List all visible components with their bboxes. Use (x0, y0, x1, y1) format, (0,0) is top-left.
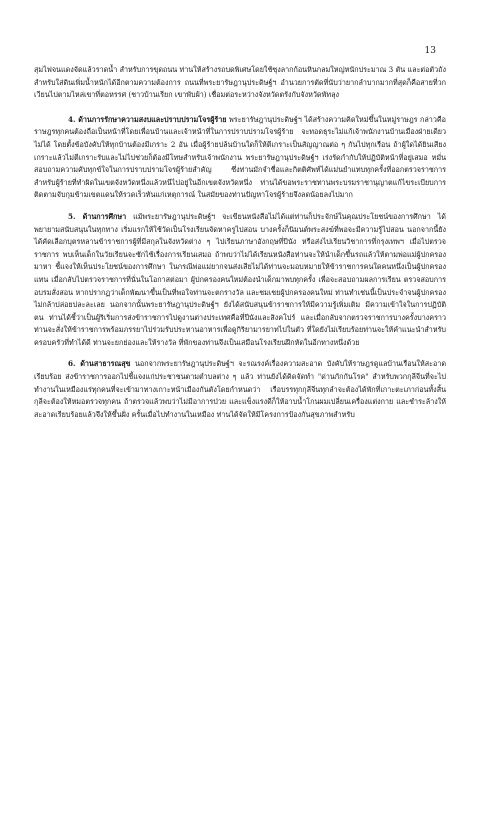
section-heading-public-health: 6. ด้านสาธารณสุข (68, 359, 131, 369)
paragraph-text: พระยารัษฎานุประดิษฐ์ฯ ได้สร้างความคิดใหม่ขึ้นในหมู่ราษฎร กล่าวคือราษฎรทุกคนต้องถือเป็นหน้าที่โดยเพื่อนบ้านและเจ้าหน้าที่ในการปราบปรามโจรผู้ร้าย จะทอดธุระไม่แก้เจ้าพนักงานบ้านเมืองฝ่ายเดียวไม่ได้ โดยตั้งข้อบังคับให้ทุกบ้านต้องมีเกราะ 2 อัน เมื่อผู้ร้ายปล้นบ้านใดก็ให้ตีเกราะเป็นสัญญาณต่อ ๆ กันไปทุกเรือน ถ้าผู้ใดได้ยินเสียงเกราะแล้วไม่ตีเกราะรับและไม่ไปช่วยก็ต้องมีโทษสำหรับเจ้าพนักงาน พระยารัษฎานุประดิษฐ์ฯ เร่งรัดกำกับให้ปฏิบัติหน้าที่อยู่เสมอ หมั่นสอบถามความคับทุกข์ใจในการปราบปรามโจรผู้ร้ายสำคัญ ซึ่งท่านมักจำชื่อและกิตติศัพท์ได้แม่นยำแทบทุกครั้งที่ออกตรวจราชการ สำหรับผู้ร้ายที่ทำผิดในเขตจังหวัดหนึ่งแล้วหนีไปอยู่ในอีกเขตจังหวัดหนึ่ง ท่านได้ขอพระราชทานพระบรมราชานุญาตแก้ไขระเบียบการติดตามจับกุมข้ามเขตแดนให้รวดเร็วทันแก่เหตุการณ์ ในสมัยของท่านปัญหาโจรผู้ร้ายจึงลดน้อยลงไปมาก (34, 114, 446, 200)
paragraph-text: แม้พระยารัษฎานุประดิษฐ์ฯ จะเขียนหนังสือไม่ได้แต่ท่านก็ประจักษ์ในคุณประโยชน์ของการศึกษา ได้พยายามสนับสนุนในทุกทาง เริ่มแรกให้ใช้วัดเป็นโรงเรียนจัดหาครูไปสอน บางครั้งก็นิมนต์พระสงฆ์ที่พอจะมีความรู้ไปสอน นอกจากนี้ยังได้คัดเลือกบุตรหลานข้าราชการผู้ที่มีสกุลในจังหวัดต่าง ๆ ไปเรียนภาษาอังกฤษที่ปีนัง หรือส่งไปเรียนวิชาการที่กรุงเทพฯ เมื่อไปตรวจราชการ พบเห็นเด็กในวัยเรียนจะซักไซ้เรื่องการเรียนเสมอ ถ้าพบว่าไม่ได้เรียนหนังสือท่านจะให้นำเด็กขึ้นรถแล้วให้ตามพ่อแม่ผู้ปกครองมาหา ชี้แจงให้เห็นประโยชน์ของการศึกษา ในกรณีพ่อแม่ยากจนส่งเสียไม่ได้ท่านจะมอบหมายให้ข้าราชการคนใดคนหนึ่งเป็นผู้ปกครองแทน เมื่อกลับไปตรวจราชการที่นั่นในโอกาสต่อมา ผู้ปกครองคนใหม่ต้องนำเด็กมาพบทุกครั้ง เพื่อจะสอบถามผลการเรียน ตรวจสอบการอบรมสั่งสอน หากปรากฏว่าเด็กพัฒนาขึ้นเป็นที่พอใจท่านจะตกรางวัล และชมเชยผู้ปกครองคนใหม่ ท่านทำเช่นนี้เป็นประจำจนผู้ปกครองไม่กล้าปล่อยปละละเลย นอกจากนั้นพระยารัษฎานุประดิษฐ์ฯ ยังได้สนับสนุนข้าราชการให้มีความรู้เพิ่มเติม มีความเข้าใจในการปฏิบัติตน ท่านได้ชี้ว่าเป็นผู้ริเริ่มการส่งข้าราชการไปดูงานต่างประเทศคือที่ปีนังและสิงคโปร์ และเมื่อกลับจากตรวจราชการบางครั้งบางคราวท่านจะสั่งให้ข้าราชการพร้อมภรรยาไปร่วมรับประทานอาหารเพื่อดูกิริยามารยาทไปในตัว ที่ใดยังไม่เรียบร้อยท่านจะให้คำแนะนำสำหรับครอบครัวที่ทำได้ดี ท่านจะยกย่องและให้รางวัล ที่พักของท่านจึงเป็นเสมือนโรงเรียนฝึกหัดในอีกทางหนึ่งด้วย (34, 211, 446, 347)
document-body (34, 64, 446, 430)
section-heading-security: 4. ด้านการรักษาความสงบและปราบปรามโจรผู้ร้าย (68, 114, 227, 124)
page-number: 13 (424, 46, 436, 56)
paragraph-text: สุมไฟจนแดงจัดแล้วราดน้ำ สำหรับการขุดถนน ท่านให้สร้างรถบดพิเศษโดยใช้ซุงลากก้อนหินกลมใหญ่หนักประมาณ 3 ตัน และต่อตัวถังสำหรับใส่ดินเพิ่มน้ำหนักได้อีกตามความต้องการ ถนนที่พระยารัษฎานุประดิษฐ์ฯ อำนวยการตัดที่นับว่ายากลำบากมากที่สุดก็คือสายที่วกเวียนไปตามไหล่เขาที่ตอหรรศ (ชาวบ้านเรียก เขาพับผ้า) เชื่อมต่อระหว่างจังหวัดตรังกับจังหวัดพัทลุง (34, 65, 446, 100)
paragraph-continuation (34, 64, 446, 102)
paragraph-public-health (34, 358, 446, 421)
paragraph-text: นอกจากพระยารัษฎานุประดิษฐ์ฯ จะรณรงค์เรื่องความสะอาด บังคับให้ราษฎรดูแลบ้านเรือนให้สะอาดเรียบร้อย ส่งข้าราชการออกไปชี้แจงแก่ประชาชนตามตำบลต่าง ๆ แล้ว ท่านยังได้คิดจัดทำ "ด่านกักกันโรค" สำหรับพวกกุลีจีนที่จะไปทำงานในเหมืองแร่ทุกคนที่จะเข้ามาทางเกาะหน้าเมืองกันตังโดยกำหนดว่า เรือบรรทุกกุลีจีนทุกลำจะต้องได้พักที่เกาะตะเภาก่อนทั้งสิ้น กุลีจะต้องให้หมอตรวจทุกคน ถ้าตรวจแล้วพบว่าไม่มีอาการป่วย และแข็งแรงดีก็ให้อาบน้ำโกนผมเปลี่ยนเครื่องแต่งกาย และชำระล้างให้สะอาดเรียบร้อยแล้วจึงให้ขึ้นฝั่ง ครั้นเมื่อไปทำงานในเหมือง ท่านได้จัดให้มีโครงการป้องกันสุขภาพสำหรับ (34, 359, 446, 419)
section-heading-education: 5. ด้านการศึกษา (68, 211, 127, 221)
paragraph-security (34, 114, 446, 202)
paragraph-education (34, 211, 446, 350)
